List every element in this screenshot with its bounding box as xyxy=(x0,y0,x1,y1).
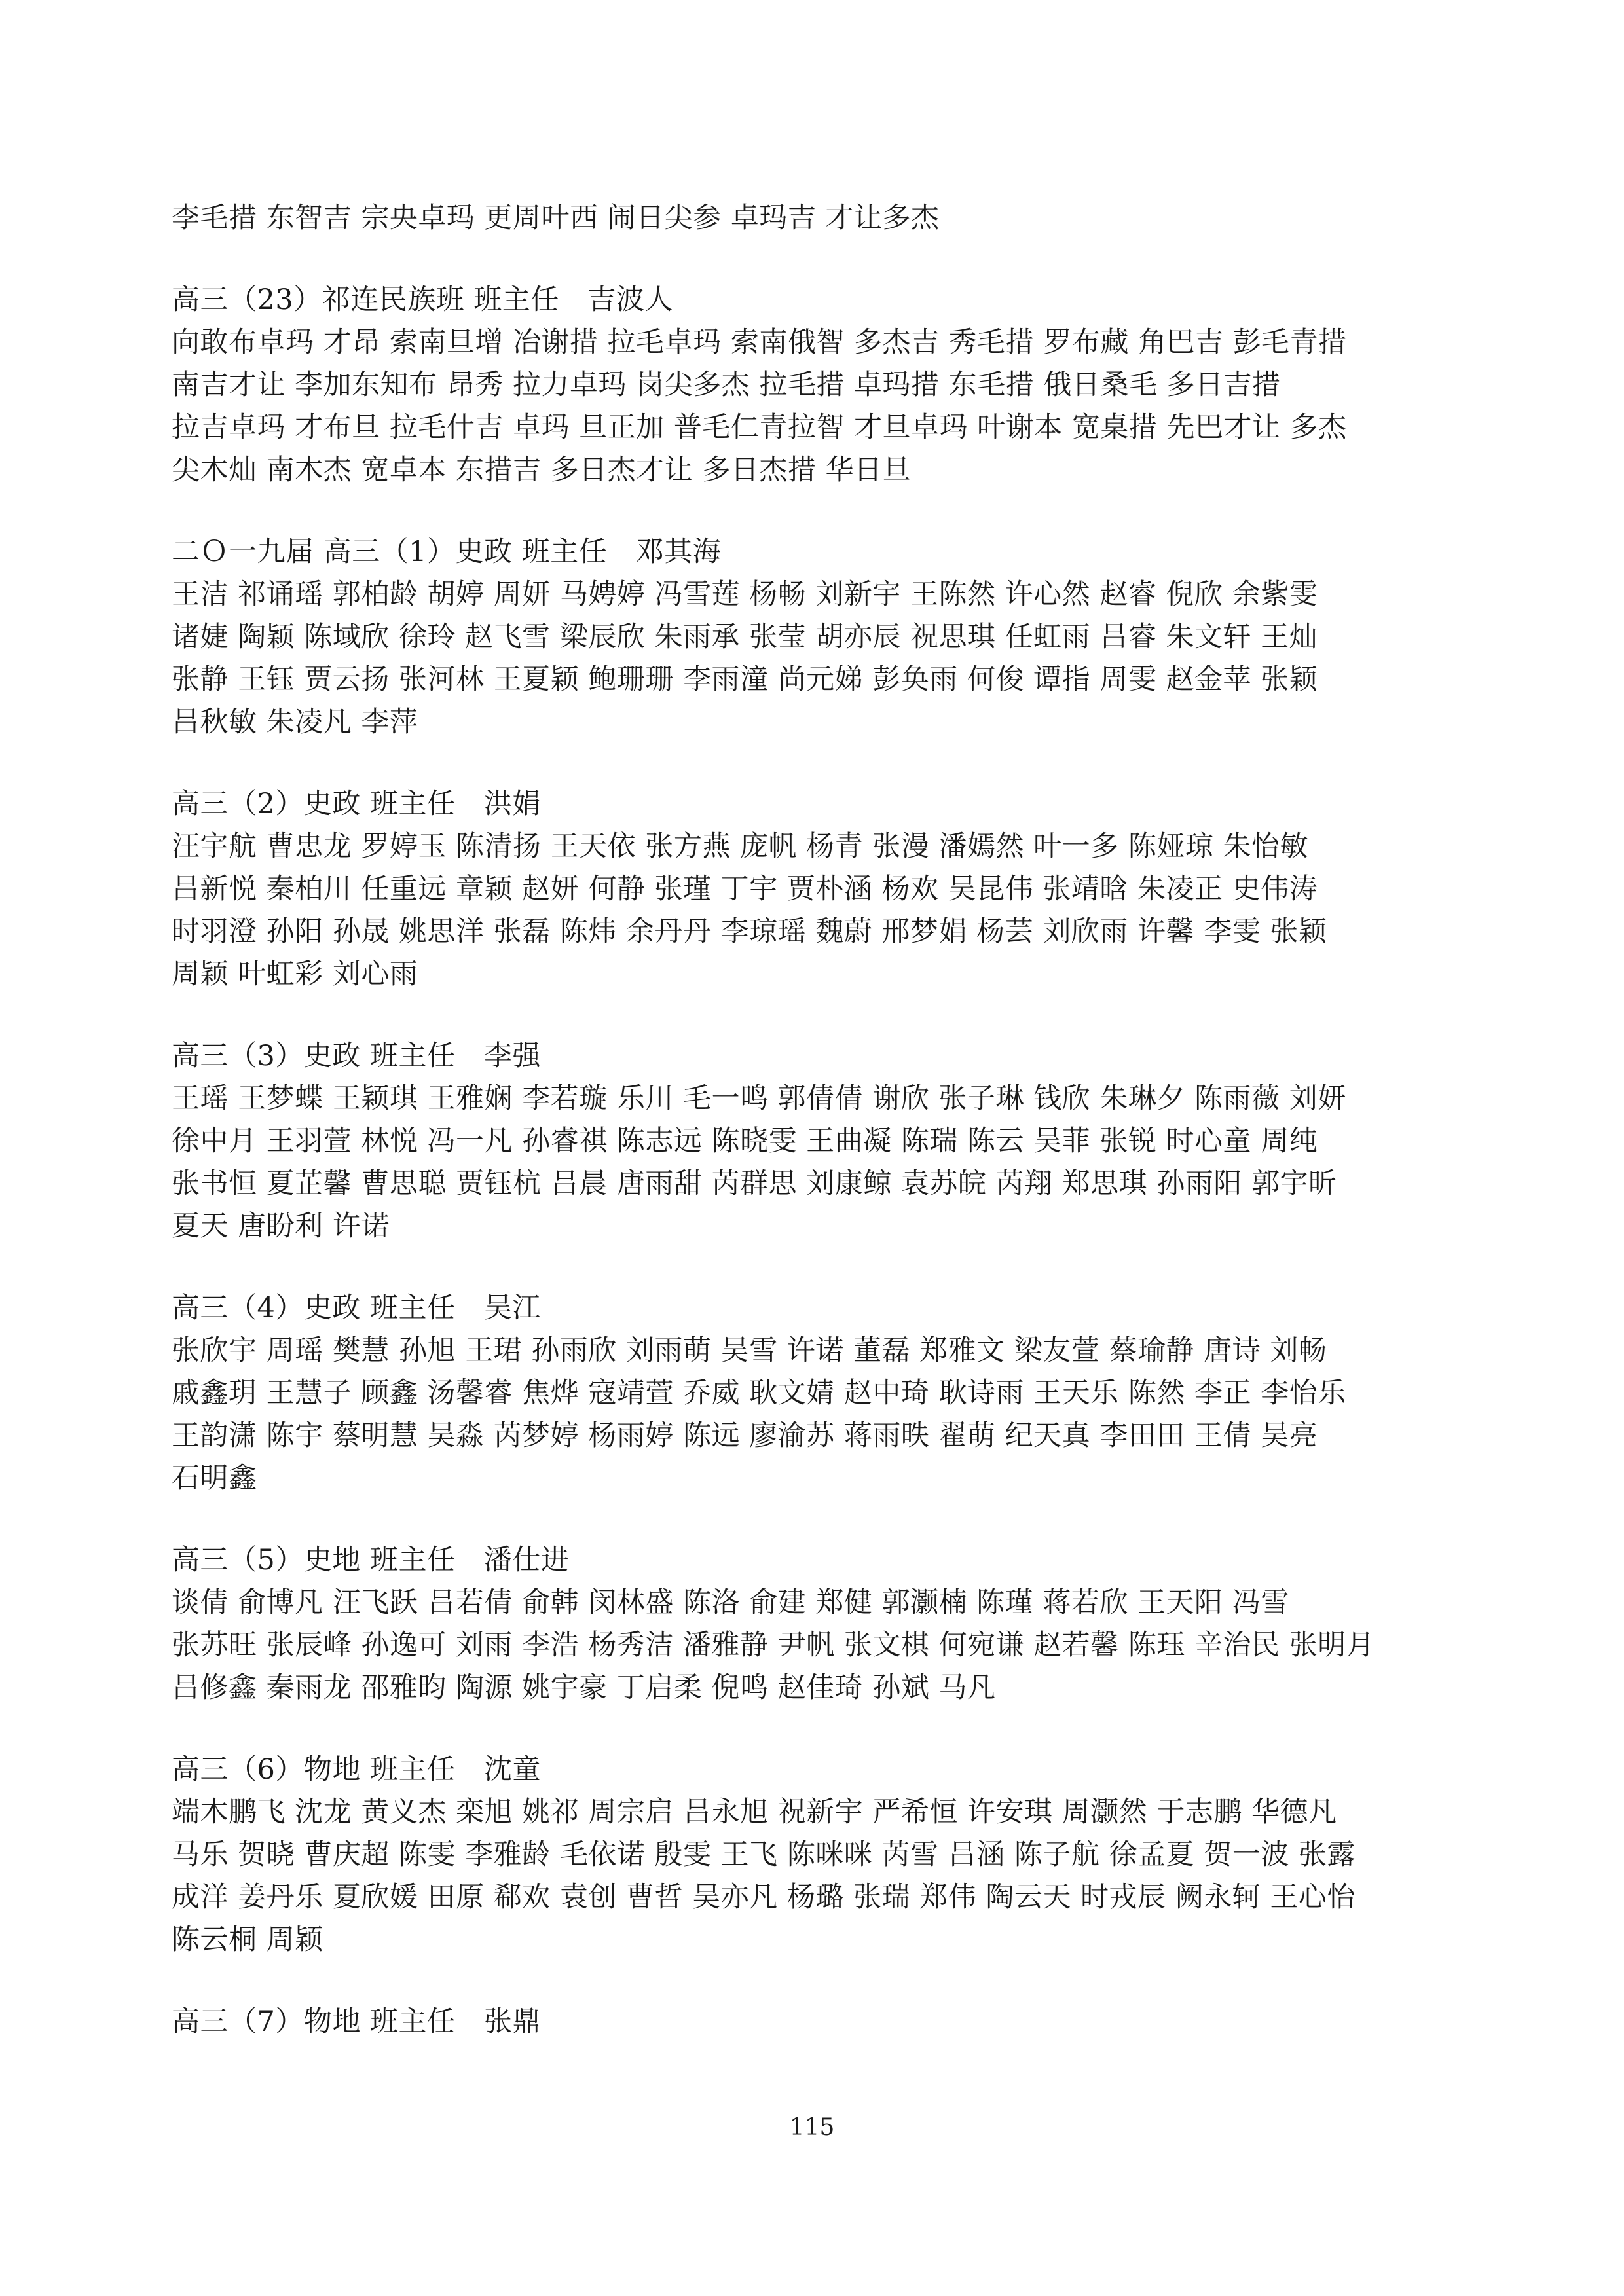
name-list-line: 向敢布卓玛 才昂 索南旦增 冶谢措 拉毛卓玛 索南俄智 多杰吉 秀毛措 罗布藏 角巴吉 彭毛青措 xyxy=(172,326,1347,359)
name-list-line: 吕秋敏 朱凌凡 李萍 xyxy=(172,706,418,738)
page-number: 115 xyxy=(789,2114,835,2141)
name-list-line: 戚鑫玥 王慧子 顾鑫 汤馨睿 焦烨 寇靖萱 乔威 耿文婧 赵中琦 耿诗雨 王天乐 陈然 李正 李怡乐 xyxy=(172,1377,1346,1410)
name-list-line: 拉吉卓玛 才布旦 拉毛什吉 卓玛 旦正加 普毛仁青拉智 才旦卓玛 叶谢本 宽桌措 先巴才让 多杰 xyxy=(172,411,1347,444)
class-heading: 二Ｏ一九届 高三（1）史政 班主任 邓其海 xyxy=(172,536,722,568)
name-list-line: 吕修鑫 秦雨龙 邵雅昀 陶源 姚宇豪 丁启柔 倪鸣 赵佳琦 孙斌 马凡 xyxy=(172,1671,996,1704)
name-list-line: 张书恒 夏芷馨 曹思聪 贾钰杭 吕晨 唐雨甜 芮群思 刘康鲸 袁苏皖 芮翔 郑思琪 孙雨阳 郭宇昕 xyxy=(172,1167,1337,1200)
name-list-line: 时羽澄 孙阳 孙晟 姚思洋 张磊 陈炜 余丹丹 李琼瑶 魏蔚 邢梦娟 杨芸 刘欣雨 许馨 李雯 张颖 xyxy=(172,915,1327,948)
name-list-line: 南吉才让 李加东知布 昂秀 拉力卓玛 岗尖多杰 拉毛措 卓玛措 东毛措 俄日桑毛 多日吉措 xyxy=(172,369,1281,401)
class-heading: 高三（3）史政 班主任 李强 xyxy=(172,1040,542,1072)
name-list-line: 石明鑫 xyxy=(172,1462,257,1495)
name-list-line: 王韵潇 陈宇 蔡明慧 吴淼 芮梦婷 杨雨婷 陈远 廖渝苏 蒋雨昳 翟萌 纪天真 李田田 王倩 吴亮 xyxy=(172,1419,1318,1452)
class-heading: 高三（4）史政 班主任 吴江 xyxy=(172,1292,542,1324)
name-list-line: 汪宇航 曹忠龙 罗婷玉 陈清扬 王天依 张方燕 庞帆 杨青 张漫 潘嫣然 叶一多 陈娅琼 朱怡敏 xyxy=(172,830,1309,863)
name-list-line: 吕新悦 秦柏川 任重远 章颖 赵妍 何静 张瑾 丁宇 贾朴涵 杨欢 吴昆伟 张靖晗 朱凌正 史伟涛 xyxy=(172,873,1318,905)
name-list-line: 马乐 贺晓 曹庆超 陈雯 李雅龄 毛依诺 殷雯 王飞 陈咪咪 芮雪 吕涵 陈子航 徐孟夏 贺一波 张露 xyxy=(172,1838,1356,1871)
name-list-line: 谈倩 俞博凡 汪飞跃 吕若倩 俞韩 闵林盛 陈洛 俞建 郑健 郭灏楠 陈瑾 蒋若欣 王天阳 冯雪 xyxy=(172,1586,1289,1619)
name-list-line: 尖木灿 南木杰 宽卓本 东措吉 多日杰才让 多日杰措 华日旦 xyxy=(172,454,912,486)
name-list-line: 李毛措 东智吉 宗央卓玛 更周叶西 闹日尖参 卓玛吉 才让多杰 xyxy=(172,202,940,234)
name-list-line: 诸婕 陶颖 陈域欣 徐玲 赵飞雪 梁辰欣 朱雨承 张莹 胡亦辰 祝思琪 任虹雨 吕睿 朱文轩 王灿 xyxy=(172,621,1318,653)
class-heading: 高三（7）物地 班主任 张鼎 xyxy=(172,2005,542,2038)
name-list-line: 周颖 叶虹彩 刘心雨 xyxy=(172,958,418,991)
name-list-line: 成洋 姜丹乐 夏欣媛 田原 郗欢 袁创 曹哲 吴亦凡 杨璐 张瑞 郑伟 陶云天 时戎辰 阙永轲 王心怡 xyxy=(172,1881,1356,1914)
class-heading: 高三（5）史地 班主任 潘仕进 xyxy=(172,1544,570,1576)
name-list-line: 端木鹏飞 沈龙 黄义杰 栾旭 姚祁 周宗启 吕永旭 祝新宇 严希恒 许安琪 周灏然 于志鹏 华德凡 xyxy=(172,1796,1337,1829)
name-list-line: 张苏旺 张辰峰 孙逸可 刘雨 李浩 杨秀洁 潘雅静 尹帆 张文棋 何宛谦 赵若馨 陈珏 辛治民 张明月 xyxy=(172,1629,1375,1662)
class-heading: 高三（6）物地 班主任 沈童 xyxy=(172,1753,542,1786)
name-list-line: 王洁 祁诵瑶 郭柏龄 胡婷 周妍 马娉婷 冯雪莲 杨畅 刘新宇 王陈然 许心然 赵睿 倪欣 余紫雯 xyxy=(172,578,1318,611)
name-list-line: 徐中月 王羽萱 林悦 冯一凡 孙睿祺 陈志远 陈晓雯 王曲凝 陈瑞 陈云 吴菲 张锐 时心童 周纯 xyxy=(172,1125,1318,1157)
name-list-line: 王瑶 王梦蝶 王颖琪 王雅娴 李若璇 乐川 毛一鸣 郭倩倩 谢欣 张子琳 钱欣 朱琳夕 陈雨薇 刘妍 xyxy=(172,1082,1346,1115)
name-list-line: 张欣宇 周瑶 樊慧 孙旭 王珺 孙雨欣 刘雨萌 吴雪 许诺 董磊 郑雅文 梁友萱 蔡瑜静 唐诗 刘畅 xyxy=(172,1334,1327,1367)
name-list-line: 张静 王钰 贾云扬 张河林 王夏颖 鲍珊珊 李雨潼 尚元娣 彭奂雨 何俊 谭指 周雯 赵金苹 张颖 xyxy=(172,663,1318,696)
class-heading: 高三（23）祁连民族班 班主任 吉波人 xyxy=(172,283,673,316)
name-list-line: 陈云桐 周颖 xyxy=(172,1923,323,1956)
class-heading: 高三（2）史政 班主任 洪娟 xyxy=(172,788,542,820)
name-list-line: 夏天 唐盼利 许诺 xyxy=(172,1210,390,1243)
